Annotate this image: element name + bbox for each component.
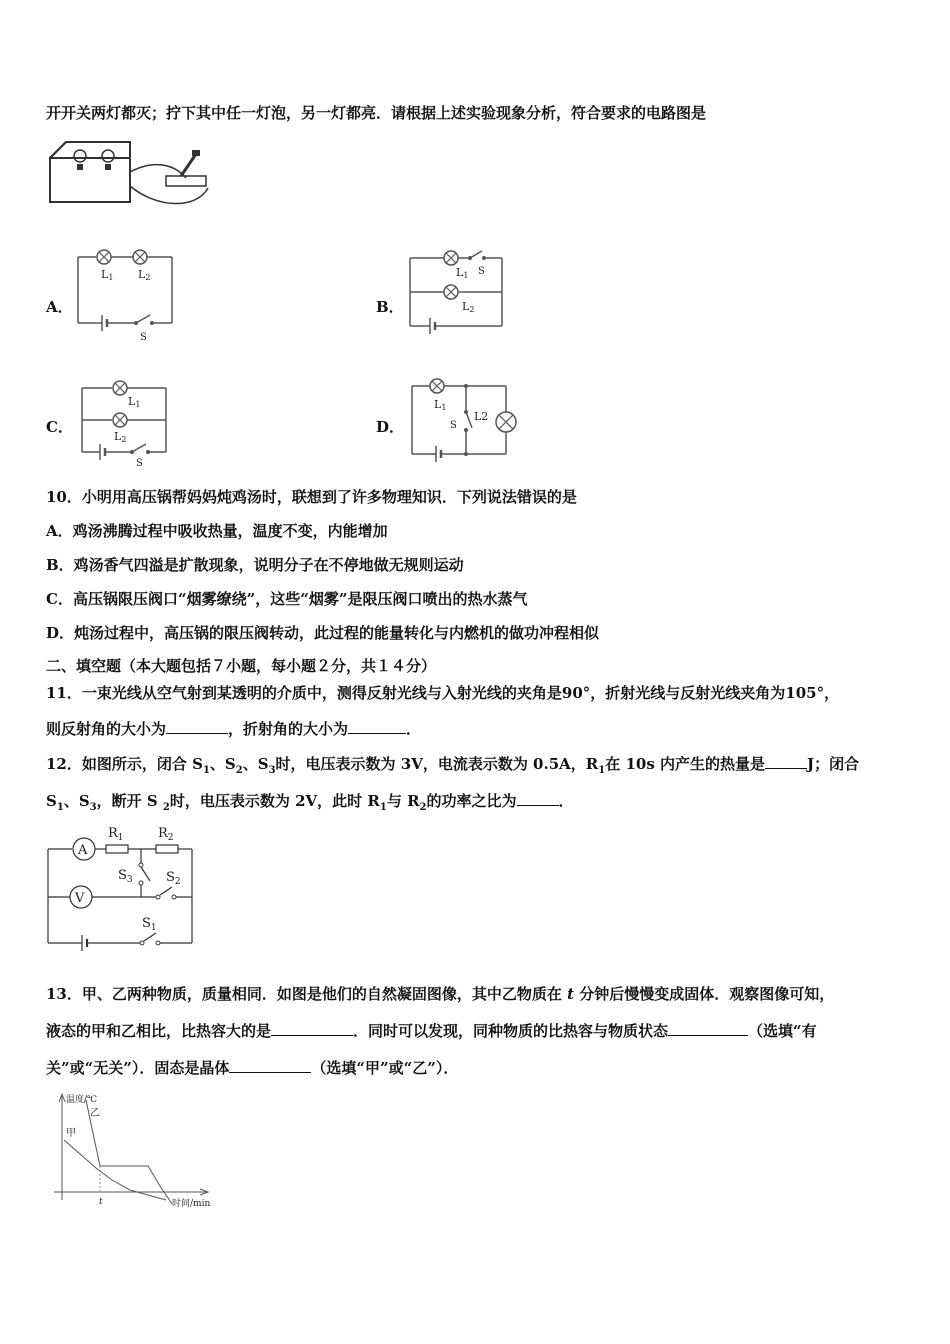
- x-axis-label: 时间/min: [172, 1199, 211, 1209]
- q13-blank-specific-heat[interactable]: [271, 1021, 353, 1036]
- q13-line1: 13．甲、乙两种物质，质量相同．如图是他们的自然凝固图像，其中乙物质在 t 分钟后慢慢变成固体．观察图像可知，: [46, 985, 835, 1003]
- q12-blank-power-ratio[interactable]: [517, 791, 559, 806]
- apparatus-figure: [46, 138, 216, 213]
- label-l2: L2: [462, 300, 475, 314]
- q13-line2: 液态的甲和乙相比，比热容大的是 ．同时可以发现，同种物质的比热容与物质状态 （选填“有: [46, 1022, 817, 1040]
- label-s: S: [450, 420, 457, 431]
- q13-blank-crystal[interactable]: [229, 1058, 311, 1073]
- curve-jia-label: 甲: [66, 1128, 76, 1139]
- q12-line2: $S_1$、$S_3$，断开 S $_2$时，电压表示数为 2V，此时 $R_1$与 $R_2$的功率之比为 ．: [46, 792, 574, 813]
- q11-line1: 11．一束光线从空气射到某透明的介质中，测得反射光线与入射光线的夹角是90°，折射光线与反射光线夹角为105°，: [46, 684, 840, 702]
- section-2-heading: 二、填空题（本大题包括７小题，每小题２分，共１４分）: [46, 657, 437, 675]
- q9-option-d-circuit: [410, 378, 522, 464]
- label-l2: L2: [474, 410, 489, 423]
- r2-label: $R_2$: [158, 826, 174, 843]
- q11-blank-refraction-angle[interactable]: [348, 719, 406, 734]
- label-s: S: [478, 266, 485, 277]
- q9-intro: 开开关两灯都灭；拧下其中任一灯泡，另一灯都亮．请根据上述实验现象分析，符合要求的电路图是: [46, 104, 707, 122]
- t-tick-label: t: [99, 1197, 103, 1207]
- label-l2: L2: [114, 430, 127, 444]
- s1-label: $S_1$: [142, 916, 157, 933]
- q9-option-b-label[interactable]: B．: [376, 298, 404, 316]
- q10-option-b[interactable]: B．鸡汤香气四溢是扩散现象，说明分子在不停地做无规则运动: [46, 556, 464, 574]
- q11-blank-reflection-angle[interactable]: [166, 719, 228, 734]
- q11-line2: 则反射角的大小为 ，折射角的大小为 ．: [46, 720, 422, 738]
- label-l1: L1: [434, 398, 447, 412]
- q9-option-b-circuit: [408, 248, 504, 328]
- q9-option-d-label[interactable]: D．: [376, 418, 405, 436]
- q10-stem: 10．小明用高压锅帮妈妈炖鸡汤时，联想到了许多物理知识．下列说法错误的是: [46, 488, 577, 506]
- label-l2: L2: [138, 268, 151, 282]
- q10-option-a[interactable]: A．鸡汤沸腾过程中吸收热量，温度不变，内能增加: [46, 522, 388, 540]
- q13-blank-state-relation[interactable]: [668, 1021, 748, 1036]
- curve-yi-label: 乙: [90, 1108, 100, 1119]
- label-l1: L1: [101, 268, 114, 282]
- q10-option-d[interactable]: D．炖汤过程中，高压锅的限压阀转动，此过程的能量转化与内燃机的做功冲程相似: [46, 624, 600, 642]
- q12-blank-heat[interactable]: [765, 754, 807, 769]
- q13-line3: 关”或“无关”）．固态是晶体 （选填“甲”或“乙”）．: [46, 1059, 459, 1077]
- y-axis-label: 温度/℃: [66, 1095, 98, 1105]
- q13-cooling-graph: [50, 1090, 225, 1215]
- label-s: S: [136, 458, 143, 469]
- label-l1: L1: [128, 395, 141, 409]
- label-l1: L1: [456, 266, 469, 280]
- q12-circuit-figure: [46, 823, 196, 948]
- voltmeter-label: V: [75, 891, 85, 906]
- label-s: S: [140, 332, 147, 343]
- s3-label: $S_3$: [118, 868, 133, 885]
- q9-option-c-circuit: [80, 378, 168, 469]
- q9-option-a-circuit: [76, 245, 176, 343]
- s2-label: $S_2$: [166, 870, 181, 887]
- r1-label: $R_1$: [108, 826, 124, 843]
- ammeter-label: A: [78, 843, 88, 858]
- q10-option-c[interactable]: C．高压锅限压阀口“烟雾缭绕”，这些“烟雾”是限压阀口喷出的热水蒸气: [46, 590, 528, 608]
- q12-line1: 12．如图所示，闭合 $S_1$、$S_2$、$S_3$时，电压表示数为 3V，电流表示数为 0.5A，$R_1$在 10s 内产生的热量是 J；闭合: [46, 755, 860, 776]
- q9-option-a-label[interactable]: A．: [46, 298, 73, 316]
- q9-option-c-label[interactable]: C．: [46, 418, 73, 436]
